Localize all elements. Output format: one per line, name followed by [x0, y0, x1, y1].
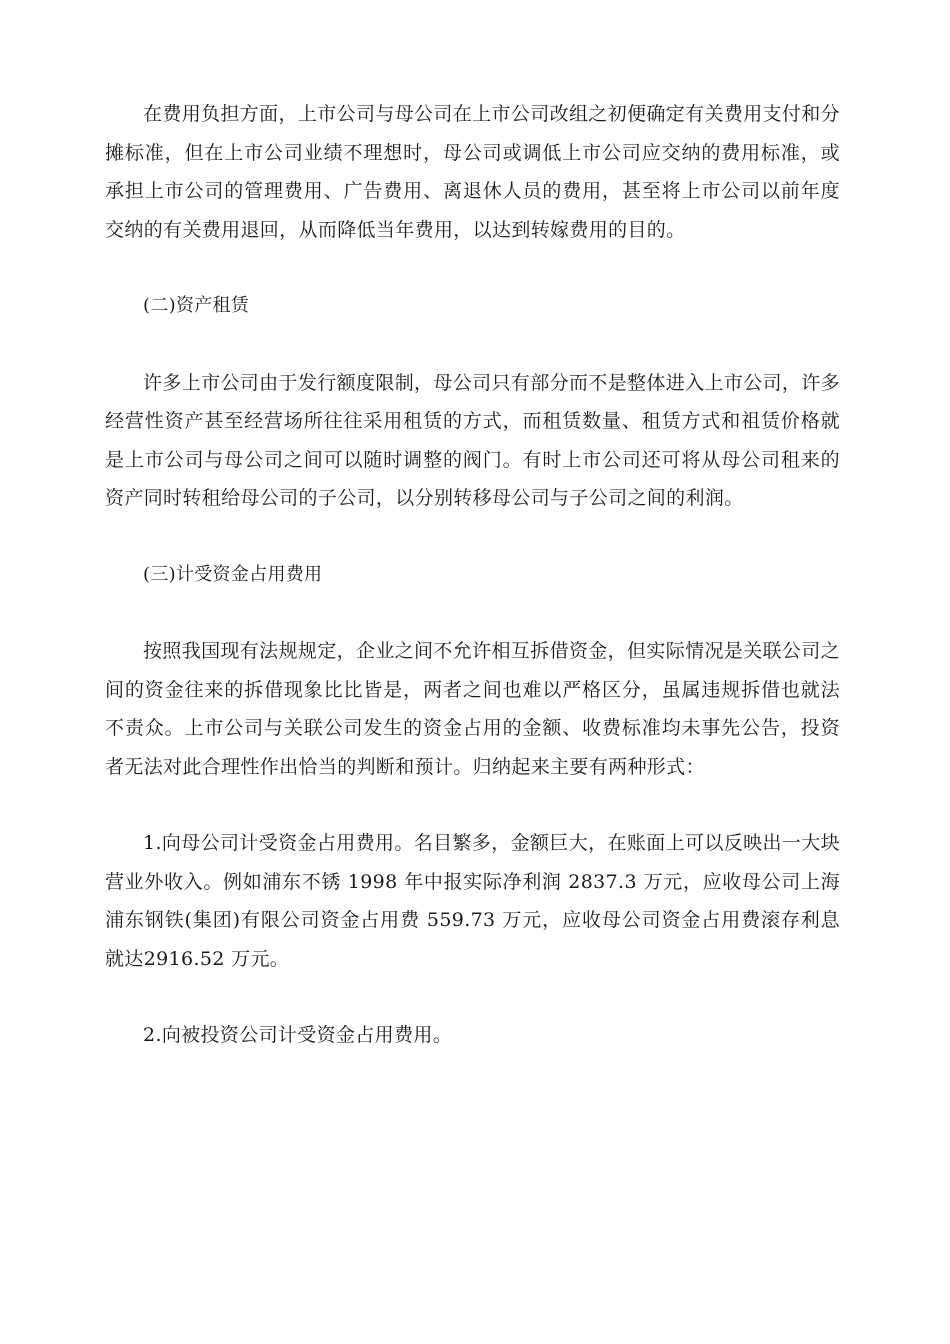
paragraph-expense-burden: 在费用负担方面，上市公司与母公司在上市公司改组之初便确定有关费用支付和分摊标准，但在上市公司业绩不理想时，母公司或调低上市公司应交纳的费用标准，或承担上市公司的管理费用、广告费用、离退休人员的费用，甚至将上市公司以前年度交纳的有关费用退回，从而降低当年费用，以达到转嫁费用的目的。: [105, 103, 840, 241]
paragraph-item-1-parent-company: 1.向母公司计受资金占用费用。名目繁多，金额巨大，在账面上可以反映出一大块营业外收入。例如浦东不锈 1998 年中报实际净利润 2837.3 万元，应收母公司上海浦东钢铁(集团)有限公司资金占用费 559.73 万元，应收母公司资金占用费滚存利息就达2916.52 万元。: [105, 832, 840, 970]
document-page: [105, 95, 840, 1093]
paragraph-asset-lease: 许多上市公司由于发行额度限制，母公司只有部分而不是整体进入上市公司，许多经营性资产甚至经营场所往往采用租赁的方式，而租赁数量、租赁方式和祖赁价格就是上市公司与母公司之间可以随时调整的阀门。有时上市公司还可将从母公司租来的资产同时转租给母公司的子公司，以分别转移母公司与子公司之间的利润。: [105, 371, 840, 509]
section-heading-asset-lease: (二)资产租赁: [143, 295, 250, 316]
section-heading-fund-occupation-fee: (三)计受资金占用费用: [143, 563, 323, 585]
paragraph-item-2-invested-company: 2.向被投资公司计受资金占用费用。: [143, 1024, 453, 1046]
paragraph-fund-occupation: 按照我国现有法规规定，企业之间不允许相互拆借资金，但实际情况是关联公司之间的资金往来的拆借现象比比皆是，两者之间也难以严格区分，虽属违规拆借也就法不责众。上市公司与关联公司发生的资金占用的金额、收费标准均未事先公告，投资者无法对此合理性作出恰当的判断和预计。归纳起来主要有两种形式：: [105, 640, 840, 778]
